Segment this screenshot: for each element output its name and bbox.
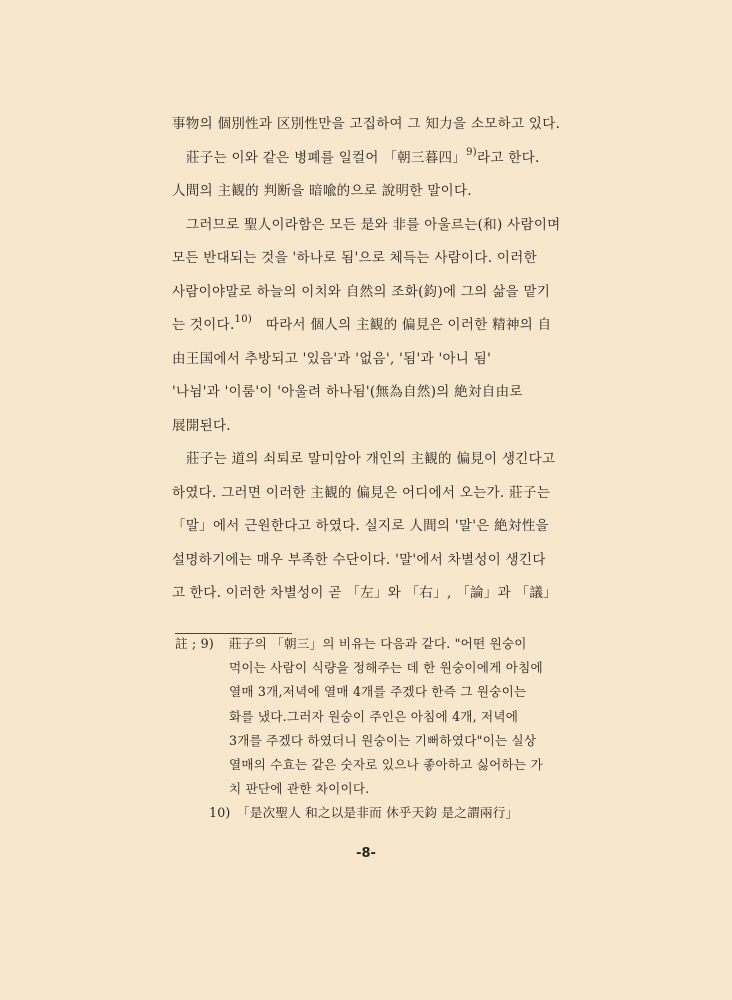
footnote-9-text-2: 먹이는 사람이 식량을 정해주는 데 한 원숭이에게 아침에 xyxy=(229,660,543,676)
body-line-7-tail: 따라서 個人의 主観的 偏見은 이러한 精神의 自 xyxy=(265,317,552,333)
footnote-9-text-4: 화를 냈다.그러자 원숭이 주인은 아침에 4개, 저녁에 xyxy=(229,708,519,724)
footnote-9-line-3 xyxy=(175,680,690,704)
body-line-12: 하였다. 그러면 이러한 主観的 偏見은 어디에서 오는가. 莊子는 xyxy=(172,484,551,501)
footnote-9-text-7: 치 판단에 관한 차이이다. xyxy=(229,781,370,797)
body-line-13: 「말」에서 근원한다고 하였다. 실지로 人間의 '말'은 絶対性을 xyxy=(172,518,549,534)
body-line-2 xyxy=(172,142,687,176)
body-line-15: 고 한다. 이러한 차별성이 곧 「左」와 「右」, 「論」과 「議」 xyxy=(172,585,557,601)
body-line-6: 사람이야말로 하늘의 이치와 自然의 조화(鈞)에 그의 삶을 맡기 xyxy=(172,283,551,300)
body-line-1: 事物의 個別性과 区別性만을 고집하여 그 知力을 소모하고 있다. xyxy=(172,116,561,132)
body-line-11: 莊子는 道의 쇠퇴로 말미암아 개인의 主観的 偏見이 생긴다고 xyxy=(186,451,556,467)
page-number: -8- xyxy=(356,846,376,861)
body-line-4: 그러므로 聖人이라함은 모든 是와 非를 아울르는(和) 사람이며 xyxy=(186,216,561,233)
footnote-9-line-1 xyxy=(175,632,690,656)
footnote-10-number: 10) xyxy=(209,805,231,821)
footnote-9-line-7 xyxy=(175,777,690,801)
footnote-9-text-6: 열매의 수효는 같은 숫자로 있으나 좋아하고 싫어하는 가 xyxy=(229,756,543,772)
footnote-ref-9: 9) xyxy=(466,146,477,158)
footnote-9-text-3: 열매 3개,저녁에 열매 4개를 주겠다 한즉 그 원숭이는 xyxy=(229,684,527,700)
footnote-9-text-5: 3개를 주겠다 하였더니 원숭이는 기뻐하였다"이는 실상 xyxy=(229,732,537,748)
footnote-10 xyxy=(175,801,690,825)
body-line-5: 모든 반대되는 것을 '하나로 됨'으로 체득는 사람이다. 이러한 xyxy=(172,250,537,266)
footnote-9-line-5 xyxy=(175,729,690,753)
body-line-14: 설명하기에는 매우 부족한 수단이다. '말'에서 차별성이 생긴다 xyxy=(172,551,546,568)
body-line-7-text: 는 것이다. xyxy=(172,317,235,333)
footnotes xyxy=(175,632,690,826)
footnote-10-text: 「是次聖人 和之以是非而 休乎天鈞 是之謂兩行」 xyxy=(237,805,519,821)
footnote-9-line-2 xyxy=(175,656,690,680)
body-line-2-tail: 라고 한다. xyxy=(476,149,540,166)
body-line-7 xyxy=(172,309,687,343)
footnote-ref-10: 10) xyxy=(234,314,253,325)
footnote-9-text-1: 莊子의 「朝三」의 비유는 다음과 같다. "어떤 원숭이 xyxy=(229,636,527,651)
footnote-label: 註 ; 9) xyxy=(175,636,214,651)
footnote-9-line-6 xyxy=(175,753,690,777)
body-line-8: 由王国에서 추방되고 '있음'과 '없음', '됨'과 '아니 됨' xyxy=(172,350,492,367)
body-line-3: 人間의 主観的 判断을 暗喩的으로 說明한 말이다. xyxy=(172,183,472,199)
body-line-9: '나뉨'과 '이룸'이 '아울려 하나됨'(無為自然)의 絶対自由로 xyxy=(172,384,523,400)
body-line-2-text: 莊子는 이와 같은 병폐를 일컬어 「朝三暮四」 xyxy=(186,149,467,166)
body-text xyxy=(172,108,687,611)
body-line-10: 展開된다. xyxy=(172,417,231,434)
footnote-9-line-4 xyxy=(175,705,690,729)
